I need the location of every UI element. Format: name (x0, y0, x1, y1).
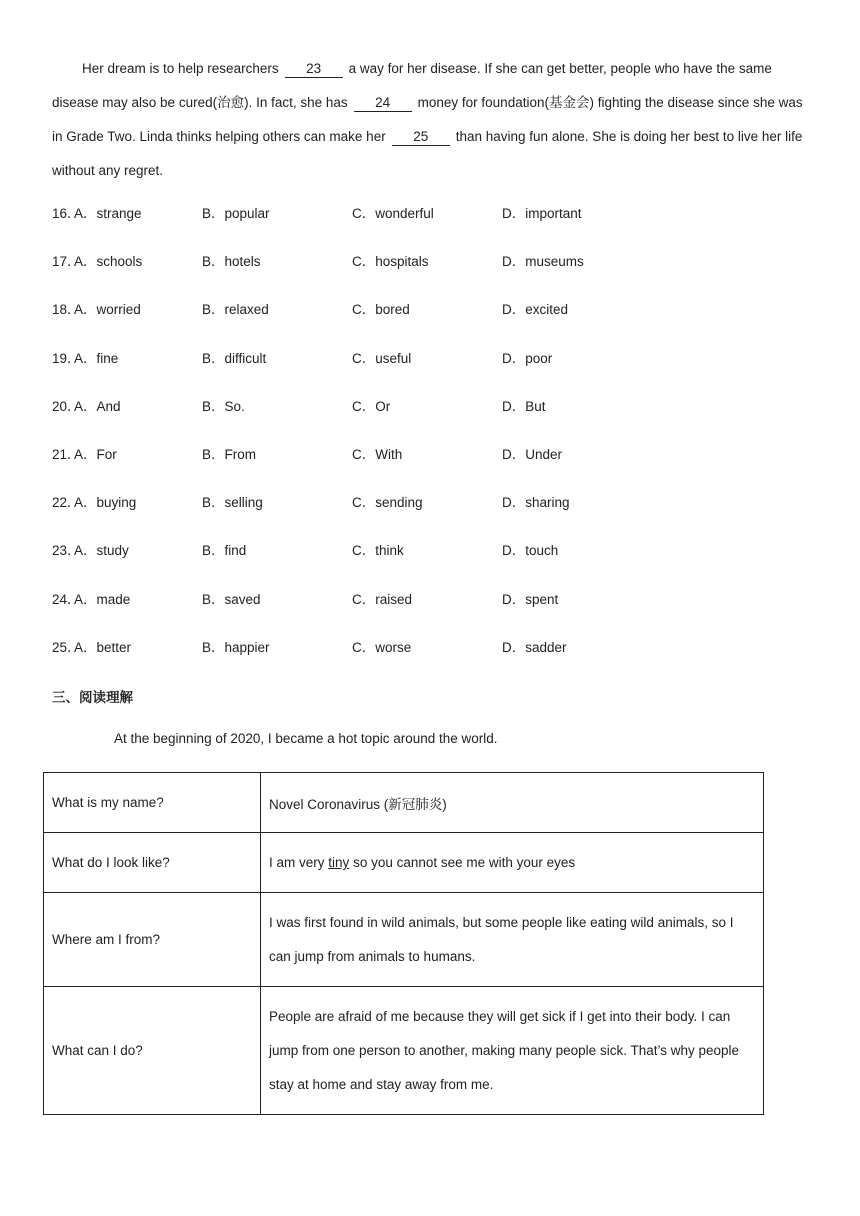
question-row (52, 443, 652, 491)
option-d: D．sadder (502, 639, 567, 655)
passage-seg3: money for foundation(基金会) fighting the disease since she was in Grade Two. Linda thinks helping others can make her (52, 95, 803, 144)
option-d: D．museums (502, 254, 584, 270)
option-b: B．popular (202, 206, 270, 221)
answer-text: I was first found in wild animals, but some people like eating wild animals, so I can jump from animals to humans. (269, 914, 734, 964)
table-answer (261, 893, 764, 987)
option-d: D．touch (502, 543, 559, 559)
question-number: 21． (52, 446, 81, 462)
table-question: Where am I from? (44, 893, 261, 987)
option-a: A．And (74, 398, 121, 414)
option-c: C．sending (352, 495, 423, 511)
table-question: What can I do? (44, 987, 261, 1115)
reading-intro: At the beginning of 2020, I became a hot topic around the world. (114, 731, 498, 746)
option-b: B．find (202, 543, 247, 559)
option-b: B．happier (202, 639, 270, 655)
passage-seg1: Her dream is to help researchers (82, 61, 279, 76)
option-b: B．So. (202, 398, 245, 414)
option-a: A．For (74, 446, 117, 462)
question-number: 16． (52, 206, 81, 221)
answer-text: so you cannot see me with your eyes (353, 855, 576, 870)
table-row (44, 833, 764, 893)
option-a: A．study (74, 543, 129, 559)
section-title: 三、阅读理解 (52, 690, 133, 705)
option-d: D．Under (502, 446, 563, 462)
question-row (52, 250, 652, 298)
option-b: B．hotels (202, 254, 261, 270)
passage-paragraph (52, 52, 812, 188)
option-d: D．But (502, 398, 546, 414)
question-number: 17． (52, 254, 81, 270)
question-number: 24． (52, 591, 81, 607)
table-row (44, 773, 764, 833)
option-c: C．Or (352, 398, 391, 414)
option-a: A．buying (74, 495, 137, 511)
passage-seg4: than having fun alone. She is doing her best to live her life without any regret. (52, 129, 803, 178)
question-row (52, 347, 652, 395)
option-d: D．spent (502, 591, 559, 607)
option-b: B．saved (202, 591, 261, 607)
question-number: 18． (52, 302, 81, 318)
answer-text: I am very (269, 855, 325, 870)
option-a: A．schools (74, 254, 143, 270)
option-a: A．fine (74, 350, 119, 366)
question-row (52, 202, 652, 250)
question-number: 23． (52, 543, 81, 559)
option-b: B．selling (202, 495, 263, 511)
blank-23: 23 (285, 61, 343, 78)
option-a: A．better (74, 639, 132, 655)
table-question: What is my name? (44, 773, 261, 833)
option-b: B．From (202, 446, 256, 462)
question-row (52, 395, 652, 443)
option-c: C．bored (352, 302, 410, 318)
question-row (52, 588, 652, 636)
question-row (52, 636, 652, 684)
options-list (52, 202, 652, 684)
question-number: 25． (52, 639, 81, 655)
question-number: 20． (52, 398, 81, 414)
question-row (52, 298, 652, 346)
option-c: C．wonderful (352, 206, 434, 221)
option-d: D．important (502, 206, 582, 221)
table-row (44, 987, 764, 1115)
option-c: C．think (352, 543, 404, 559)
blank-24: 24 (354, 95, 412, 112)
passage-seg2: a way for her disease. If she can get better, people who have the same disease may also be cured(治愈). In fact, she has (52, 61, 772, 110)
info-table (43, 772, 764, 1115)
option-c: C．worse (352, 639, 412, 655)
blank-25: 25 (392, 129, 450, 146)
table-answer: Novel Coronavirus (新冠肺炎) (261, 773, 764, 833)
option-d: D．sharing (502, 495, 570, 511)
option-b: B．relaxed (202, 302, 269, 318)
option-a: A．worried (74, 302, 141, 318)
option-c: C．useful (352, 350, 412, 366)
option-c: C．With (352, 446, 403, 462)
underlined-word: tiny (328, 855, 350, 870)
option-c: C．hospitals (352, 254, 429, 270)
table-answer (261, 833, 764, 893)
table-question: What do I look like? (44, 833, 261, 893)
question-number: 19． (52, 350, 81, 366)
table-answer (261, 987, 764, 1115)
answer-text: People are afraid of me because they will get sick if I get into their body. I can jump from one person to another, making many people sick. That’s why people stay at home and stay away from me. (269, 1008, 740, 1092)
question-row (52, 491, 652, 539)
option-c: C．raised (352, 591, 413, 607)
option-a: A．strange (74, 206, 142, 221)
question-number: 22． (52, 495, 81, 511)
option-a: A．made (74, 591, 131, 607)
question-row (52, 539, 652, 587)
option-b: B．difficult (202, 350, 267, 366)
option-d: D．excited (502, 302, 569, 318)
option-d: D．poor (502, 350, 553, 366)
table-row (44, 893, 764, 987)
